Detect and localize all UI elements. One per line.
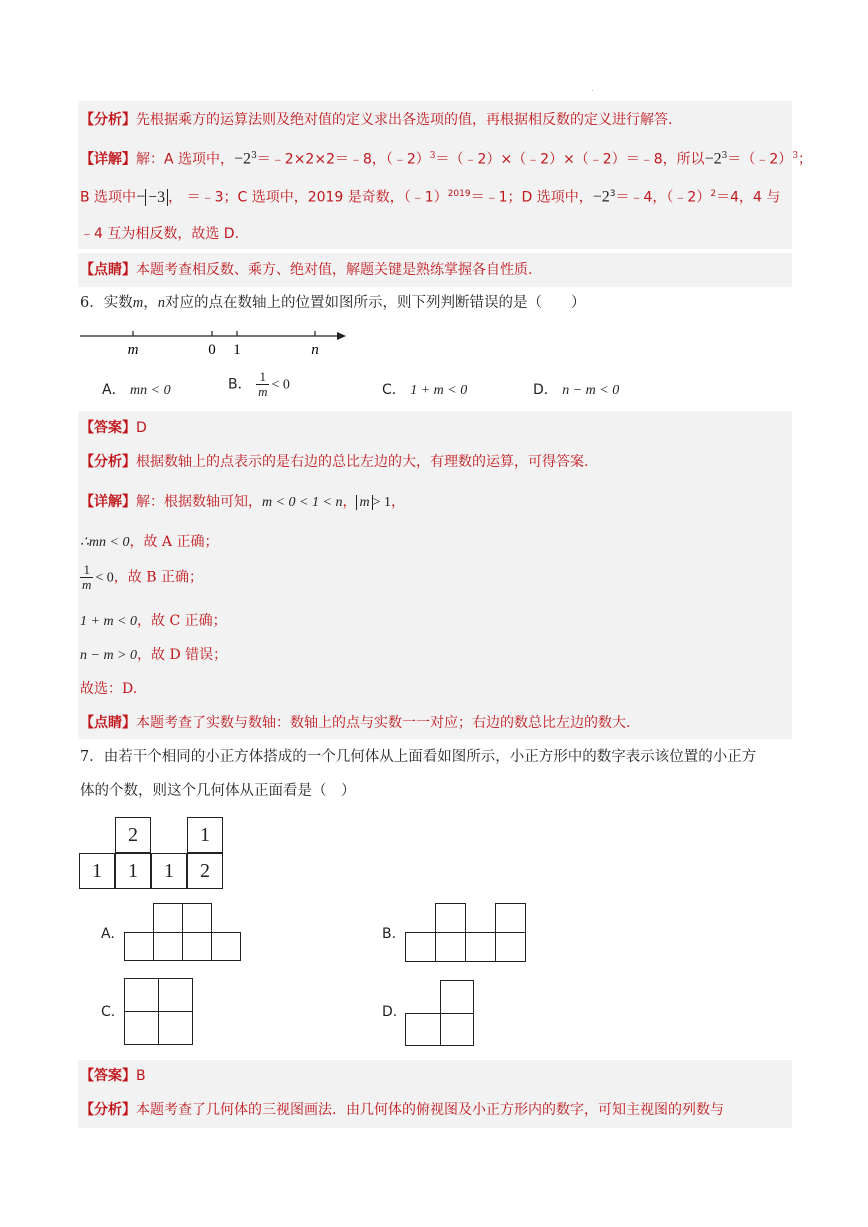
top-view-cell: 2 [187, 853, 223, 889]
q5-comment [80, 260, 532, 280]
axis-label-n: n [311, 342, 319, 358]
q7-option-d-label: D. [382, 1004, 398, 1020]
q7-answer: 【答案】B [80, 1068, 146, 1084]
q6-option-c: C． 1 + m < 0 [382, 382, 468, 398]
block-square [124, 932, 154, 961]
q6-step-3: 1 + m < 0，故 C 正确； [80, 613, 227, 629]
number-line [78, 325, 358, 360]
block-square [211, 932, 241, 961]
q6-analysis: 【分析】根据数轴上的点表示的是右边的总比左边的大，有理数的运算，可得答案. [80, 454, 589, 470]
q6-option-d: D． n − m < 0 [533, 382, 620, 398]
q6-detail: 【详解】解：根据数轴可知，m < 0 < 1 < n， m > 1， [80, 494, 405, 510]
axis-arrow [337, 332, 346, 340]
q5-detail-line-2: B 选项中− −3 ， ＝﹣3；C 选项中，2019 是奇数，（﹣1）$^{2019}$＝﹣1；D 选项中，$-2^3=﹣4$，（﹣2）$^2$＝4，4 与 [80, 188, 781, 206]
q7-option-a-label: A. [101, 926, 115, 942]
q7-analysis: 【分析】本题考查了几何体的三视图画法．由几何体的俯视图及小正方形内的数字，可知主视图的列数与 [80, 1102, 724, 1118]
detail-tag: 【详解】 [80, 151, 136, 168]
axis-label-m: m [127, 342, 139, 358]
block-square [435, 932, 466, 962]
q6-option-b: B． $\frac{1}{m}$ < 0 [228, 369, 290, 399]
q6-answer: 【答案】D [80, 420, 147, 436]
q6-question: 6．实数m，n对应的点在数轴上的位置如图所示，则下列判断错误的是（ ） [80, 295, 586, 311]
block-square [495, 932, 526, 962]
block-square [124, 978, 159, 1012]
q5-analysis [80, 110, 672, 130]
block-square [495, 903, 526, 933]
block-square [124, 1011, 159, 1045]
block-square [158, 1011, 193, 1045]
top-view-cell: 1 [187, 817, 223, 853]
q6-comment: 【点睛】本题考查了实数与数轴：数轴上的点与实数一一对应；右边的数总比左边的数大. [80, 715, 631, 731]
q6-step-1: ∴mn < 0，故 A 正确； [80, 534, 219, 550]
block-square [465, 932, 496, 962]
block-square [153, 932, 183, 961]
block-square [435, 903, 466, 933]
top-view-grid [79, 817, 225, 891]
comment-tag: 【点睛】 [80, 262, 136, 278]
q6-step-2: $\frac{1}{m}$ < 0，故 B 正确； [82, 562, 203, 592]
top-view-cell: 1 [151, 853, 187, 889]
top-view-cell: 1 [115, 853, 151, 889]
q5-detail-line-3: ﹣4 互为相反数，故选 D. [80, 226, 240, 242]
block-square [405, 1013, 441, 1046]
top-view-cell: 1 [79, 853, 115, 889]
comment-text: 本题考查相反数、乘方、绝对值，解题关键是熟练掌握各自性质. [136, 262, 533, 278]
block-square [405, 932, 436, 962]
analysis-text: 先根据乘方的运算法则及绝对值的定义求出各选项的值，再根据相反数的定义进行解答. [136, 112, 673, 128]
q7-option-b-label: B. [382, 926, 397, 942]
q5-detail-line-1: 【详解】解：A 选项中，$-2^3=﹣2\times 2\times 2=﹣8$，（﹣2）$^3$＝（﹣2）×（﹣2）×（﹣2）＝﹣8，所以$-2^3=(﹣2)^3$； [80, 150, 813, 168]
axis-label-0: 0 [208, 342, 216, 358]
block-square [440, 980, 474, 1014]
q6-option-a: A． mn < 0 [102, 382, 171, 398]
q7-question-line-1: 7．由若干个相同的小正方体搭成的一个几何体从上面看如图所示，小正方形中的数字表示该位置的小正方 [80, 749, 757, 765]
top-view-cell: 2 [115, 817, 151, 853]
q7-option-c-label: C. [101, 1004, 116, 1020]
q6-step-4: n − m > 0，故 D 错误； [80, 647, 228, 663]
block-square [182, 932, 212, 961]
header-dot: . [591, 84, 594, 93]
q6-choose: 故选：D. [80, 681, 138, 697]
block-square [158, 978, 193, 1012]
axis-label-1: 1 [233, 342, 241, 358]
block-square [182, 903, 212, 933]
block-square [440, 1013, 474, 1046]
analysis-tag: 【分析】 [80, 112, 136, 128]
block-square [153, 903, 183, 933]
q7-question-line-2: 体的个数，则这个几何体从正面看是（ ） [80, 783, 356, 799]
